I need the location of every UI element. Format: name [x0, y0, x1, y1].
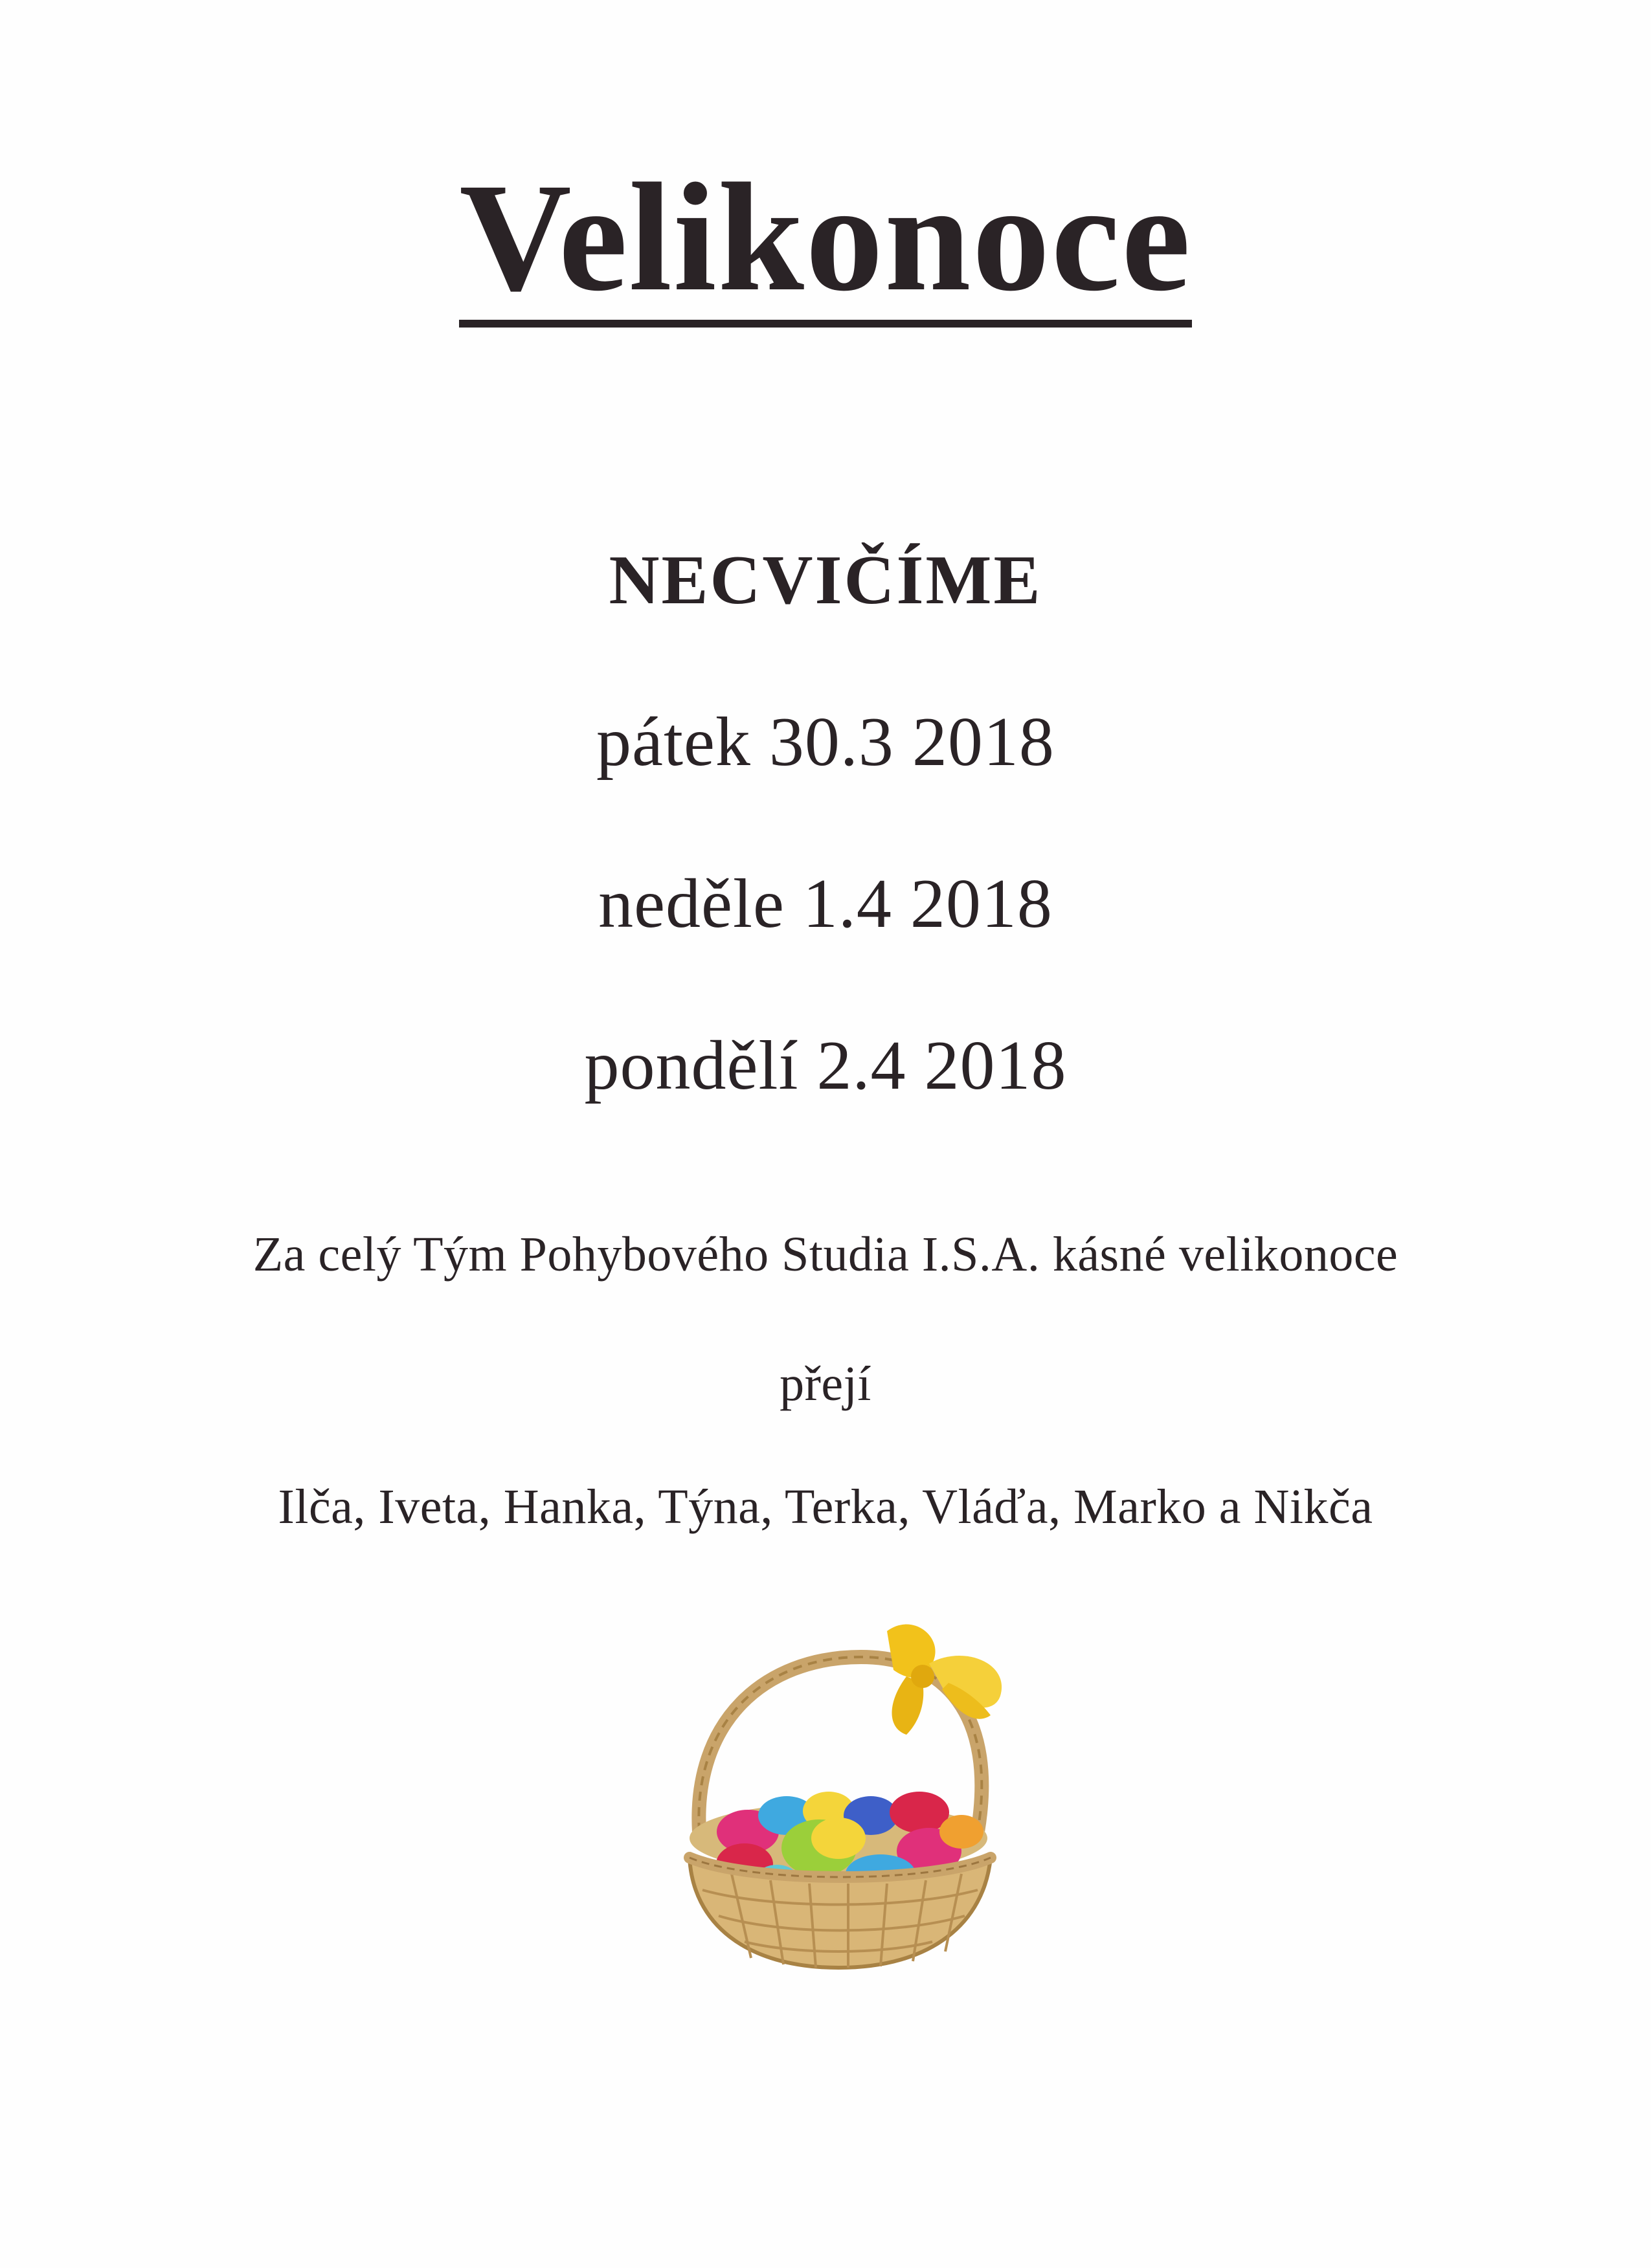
easter-basket-icon	[673, 1618, 1036, 1981]
page-title	[0, 151, 1651, 328]
bow	[887, 1625, 1002, 1735]
closed-date-2: neděle 1.4 2018	[598, 865, 1053, 942]
greeting-verb: přejí	[780, 1357, 871, 1411]
closed-notice: NECVIČÍME	[609, 542, 1042, 619]
title-text: Velikonoce	[459, 155, 1191, 328]
signatories: Ilča, Iveta, Hanka, Týna, Terka, Vláďa, Marko a Nikča	[278, 1480, 1373, 1534]
closed-date-1: pátek 30.3 2018	[596, 704, 1055, 781]
closed-date-3: pondělí 2.4 2018	[584, 1027, 1067, 1104]
greeting-line: Za celý Tým Pohybového Studia I.S.A. kásné velikonoce	[253, 1227, 1398, 1282]
